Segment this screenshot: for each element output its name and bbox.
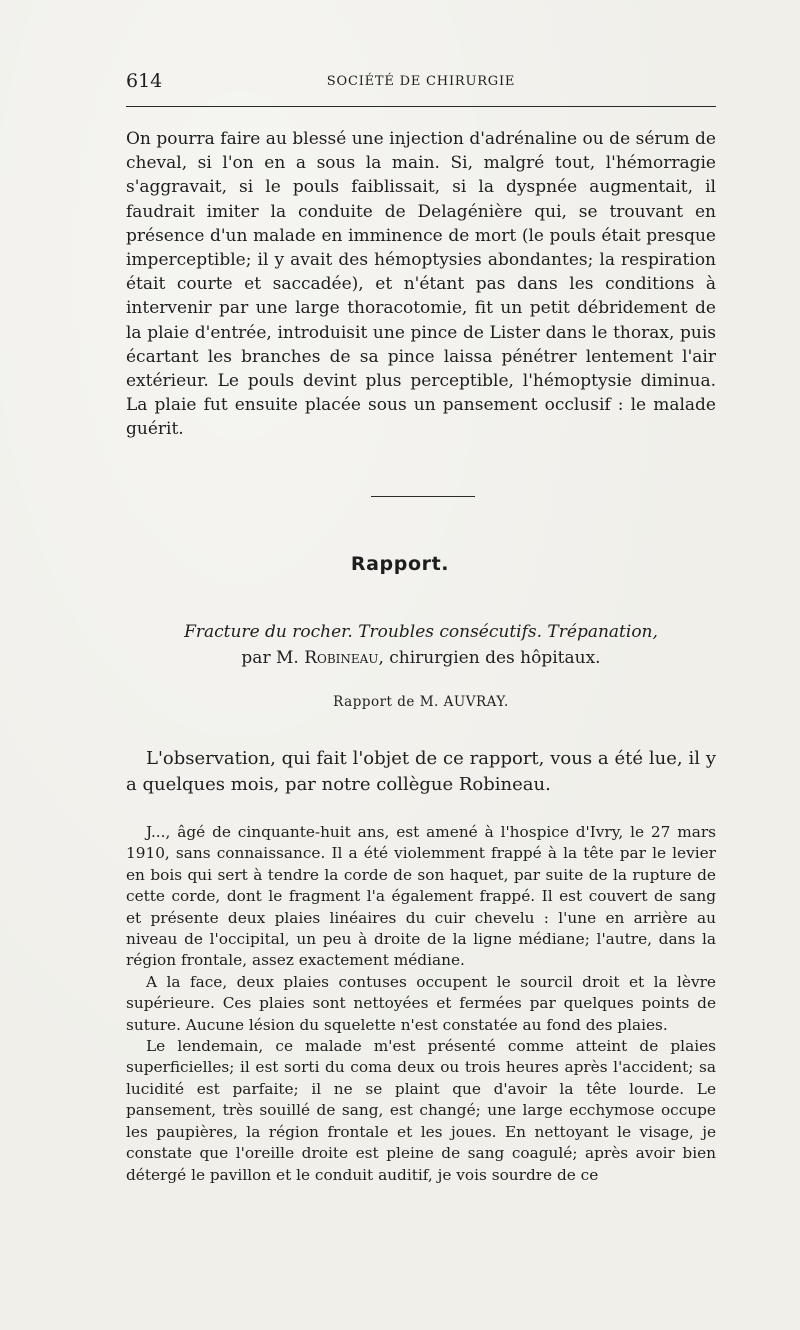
author-prefix: par M.	[241, 648, 299, 668]
opening-text	[126, 127, 716, 442]
author-name: Robineau	[304, 648, 379, 668]
page-number: 614	[126, 70, 163, 92]
observation-paragraph: Le lendemain, ce malade m'est présenté comme atteint de plaies superficielles; il est sorti du coma deux ou trois heures après l'accident; sa lucidité est parfaite; il ne se plaint que d'avoir la tête lourde. Le pansement, très souillé de sang, est changé; une large ecchymose occupe les paupières, la région frontale et les joues. En nettoyant le visage, je constate que l'oreille droite est pleine de sang coagulé; après avoir bien détergé le pavillon et le conduit auditif, je vois sourdre de ce	[126, 1037, 716, 1184]
header-rule	[126, 106, 716, 107]
section-title: Rapport.	[350, 553, 450, 575]
running-head: SOCIÉTÉ DE CHIRURGIE	[326, 74, 516, 89]
section-separator-rule	[371, 496, 475, 497]
opening-paragraph: On pourra faire au blessé une injection d'adrénaline ou de sérum de cheval, si l'on en a sous la main. Si, malgré tout, l'hémorragie s'aggravait, si le pouls faiblissait, si la dyspnée augmentait, il faudrait imiter la conduite de Delagénière qui, se trouvant en présence d'un malade en imminence de mort (le pouls était presque imperceptible; il y avait des hémoptysies abondantes; la respiration était courte et saccadée), et n'étant pas dans les conditions à intervenir par une large thoracotomie, fit un petit débridement de la plaie d'entrée, introduisit une pince de Lister dans le thorax, puis écartant les branches de sa pince laissa pénétrer lentement l'air extérieur. Le pouls devint plus perceptible, l'hémoptysie diminua. La plaie fut ensuite placée sous un pansement occlusif : le malade guérit.	[126, 129, 716, 440]
report-author-line	[126, 648, 716, 668]
observation-paragraph: A la face, deux plaies contuses occupent le sourcil droit et la lèvre supérieure. Ces plaies sont nettoyées et fermées par quelques points de suture. Aucune lésion du squelette n'est constatée au fond des plaies.	[126, 972, 716, 1034]
intro-paragraph: L'observation, qui fait l'objet de ce rapport, vous a été lue, il y a quelques mois, par notre collègue Robineau.	[126, 748, 716, 795]
intro-text	[126, 746, 716, 798]
report-subject-title: Fracture du rocher. Troubles consécutifs. Trépanation,	[184, 622, 658, 642]
page-header	[126, 70, 716, 100]
author-suffix: , chirurgien des hôpitaux.	[378, 648, 601, 668]
observation-text	[126, 822, 716, 1186]
report-by-line: Rapport de M. AUVRAY.	[333, 694, 509, 710]
observation-paragraph: J..., âgé de cinquante-huit ans, est amené à l'hospice d'Ivry, le 27 mars 1910, sans connaissance. Il a été violemment frappé à la tête par le levier en bois qui sert à tendre la corde de son haquet, par suite de la rupture de cette corde, dont le fragment l'a également frappé. Il est couvert de sang et présente deux plaies linéaires du cuir chevelu : l'une en arrière au niveau de l'occipital, un peu à droite de la ligne médiane; l'autre, dans la région frontale, assez exactement médiane.	[126, 823, 716, 970]
